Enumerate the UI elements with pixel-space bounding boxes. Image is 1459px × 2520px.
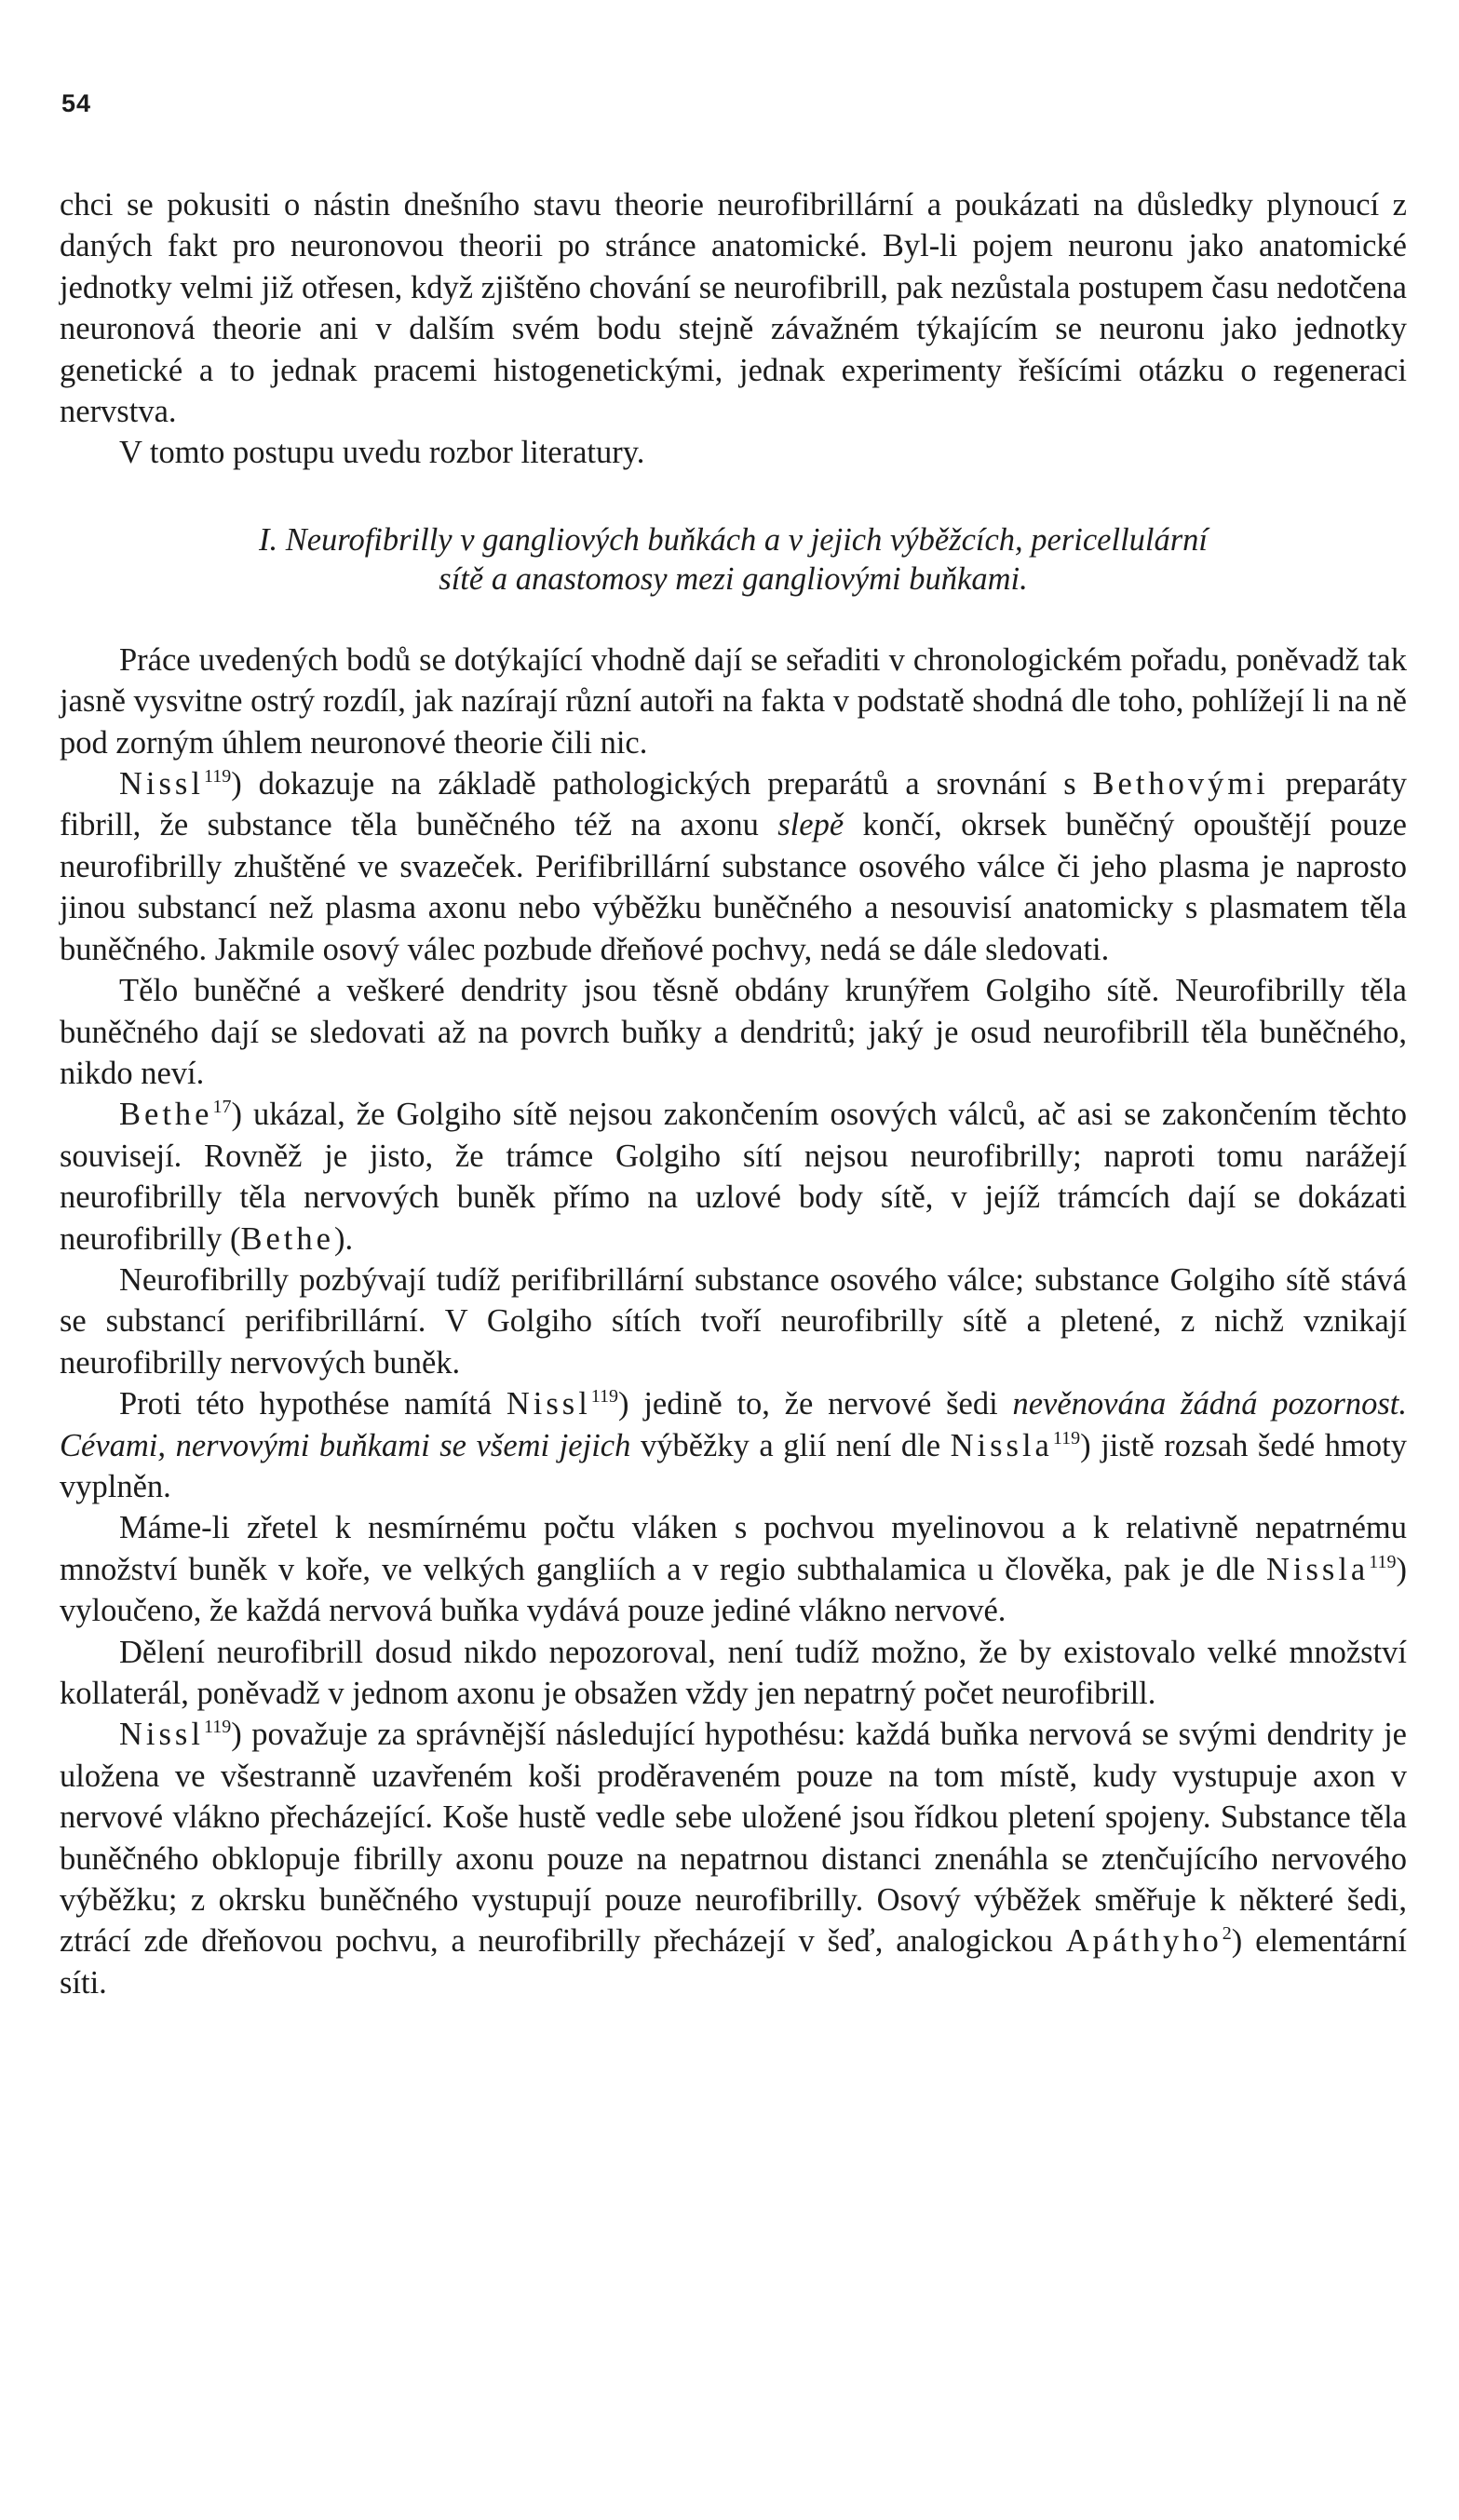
paragraph-text: ) jedině to, že nervové šedi <box>618 1386 1013 1422</box>
author-name: Bethe <box>240 1220 334 1257</box>
body-paragraph-6 <box>60 1383 1407 1507</box>
author-name: Nissl <box>119 766 204 802</box>
paragraph-text: výběžky a glií není dle <box>630 1427 951 1463</box>
author-name: Nissl <box>506 1386 591 1422</box>
page-content <box>60 184 1407 2003</box>
body-paragraph-1: Práce uvedených bodů se dotýkající vhodně dají se seřaditi v chronologickém pořadu, poněvadž tak jasně vysvitne ostrý rozdíl, jak nazírají různí autoři na fakta v podstatě shodná dle toho, pohlížejí li na ně pod zorným úhlem neuronové theorie čili nic. <box>60 641 1407 761</box>
author-name: Nissla <box>950 1427 1053 1463</box>
paragraph-text: Proti této hypothése namítá <box>119 1386 507 1422</box>
intro-paragraph: chci se pokusiti o nástin dnešního stavu theorie neurofibrillární a poukázati na důsledky plynoucí z daných fakt pro neuronovou theorii po stránce anatomické. Byl-li pojem neuronu jako anatomické jednotky velmi již otřesen, když zjištěno chování se neurofibrill, pak nezůstala postupem času nedotčena neuronová theorie ani v dalším svém bodu stejně závažném týkajícím se neuronu jako jednotky genetické a to jednak pracemi histogenetickými, jednak experimenty řešícími otázku o regeneraci nervstva. <box>60 187 1407 430</box>
paragraph-text: Máme-li zřetel k nesmírnému počtu vláken s pochvou myelinovou a k relativně nepatrnému množství buněk v koře, ve velkých gangliích a v regio subthalamica u člověka, pak je dle <box>60 1510 1407 1587</box>
body-paragraph-3: Tělo buněčné a veškeré dendrity jsou těsně obdány krunýřem Golgiho sítě. Neurofibrilly těla buněčného dají se sledovati až na povrch buňky a dendritů; jaký je osud neurofibrill těla buněčného, nikdo neví. <box>60 973 1407 1091</box>
paragraph-text: ) dokazuje na základě pathologických preparátů a srovnání s <box>231 766 1093 802</box>
paragraph-text: ) považuje za správnější následující hypothésu: každá buňka nervová se svými dendrity je uložena ve všestranně uzavřeném koši proděraveném pouze na tom místě, kudy vystupuje axon v nervové vlákno přecházející. Koše hustě vedle sebe uložené jsou řídkou pletení spojeny. Substance těla buněčného obklopuje fibrilly axonu pouze na nepatrnou distanci znenáhla se ztenčujícího nervového výběžku; z okrsku buněčného vystupují pouze neurofibrilly. Osový výběžek směřuje k některé šedi, ztrácí zde dřeňovou pochvu, a neurofibrilly přecházejí v šeď, analogickou <box>60 1717 1407 1960</box>
body-paragraph-2 <box>60 763 1407 970</box>
intro-paragraph-literature: V tomto postupu uvedu rozbor literatury. <box>119 435 645 471</box>
paragraph-text: ) elementární síti. <box>60 1923 1407 2001</box>
author-name: Bethe <box>119 1097 213 1133</box>
reference-number: 119 <box>590 1386 619 1408</box>
reference-number: 119 <box>203 1717 232 1738</box>
paragraph-text: končí, okrsek buněčný opouštějí pouze neurofibrilly zhuštěné ve svazeček. Perifibrillární substance osového válce či jeho plasma je naprosto jinou substancí než plasma axonu nebo výběžku buněčného a nesouvisí anatomicky s plasmatem těla buněčného. Jakmile osový válec pozbude dřeňové pochvy, nedá se dále sledovati. <box>60 807 1407 967</box>
italic-text: nevěnována žádná pozornost. Cévami, nervovými buňkami se všemi jejich <box>60 1386 1408 1463</box>
author-name: Apáthyho <box>1065 1923 1223 1960</box>
paragraph-text: ) jistě rozsah šedé hmoty vyplněn. <box>60 1427 1407 1504</box>
body-paragraph-4 <box>60 1094 1407 1260</box>
page-number: 54 <box>61 89 92 117</box>
section-heading-line1: I. Neurofibrilly v gangliových buňkách a v jejich výběžcích, pericellulární <box>258 521 1209 558</box>
reference-number: 119 <box>1369 1551 1397 1572</box>
reference-number: 2 <box>1222 1923 1232 1945</box>
body-paragraph-8: Dělení neurofibrill dosud nikdo nepozoroval, není tudíž možno, že by existovalo velké množství kollaterál, poněvadž v jednom axonu je obsažen vždy jen nepatrný počet neurofibrill. <box>60 1634 1407 1711</box>
italic-text: slepě <box>777 807 844 843</box>
paragraph-text: ) ukázal, že Golgiho sítě nejsou zakončením osových válců, ač asi se zakončením těchto souvisejí. Rovněž je jisto, že trámce Golgiho sítí nejsou neurofibrilly; naproti tomu narážejí neurofibrilly těla nervových buněk přímo na uzlové body sítě, v jejíž trámcích dají se dokázati neurofibrilly ( <box>60 1097 1407 1257</box>
reference-number: 119 <box>203 766 232 788</box>
body-paragraph-9 <box>60 1714 1407 2003</box>
paragraph-text: ). <box>333 1220 354 1257</box>
body-paragraph-7 <box>60 1507 1407 1631</box>
author-name: Nissla <box>1265 1551 1370 1587</box>
paragraph-text: ) vyloučeno, že každá nervová buňka vydává pouze jediné vlákno nervové. <box>60 1551 1407 1629</box>
paragraph-text: preparáty fibrill, že substance těla buněčného též na axonu <box>60 766 1407 843</box>
section-heading <box>60 520 1407 599</box>
author-name: Bethovými <box>1092 766 1269 802</box>
section-heading-line2: sítě a anastomosy mezi gangliovými buňkami. <box>439 560 1028 597</box>
reference-number: 17 <box>212 1097 232 1118</box>
reference-number: 119 <box>1052 1427 1081 1449</box>
body-paragraph-5: Neurofibrilly pozbývají tudíž perifibrillární substance osového válce; substance Golgiho sítě stává se substancí perifibrillární. V Golgiho sítích tvoří neurofibrilly sítě a pletené, z nichž vznikají neurofibrilly nervových buněk. <box>60 1261 1407 1381</box>
author-name: Nissl <box>119 1717 204 1753</box>
